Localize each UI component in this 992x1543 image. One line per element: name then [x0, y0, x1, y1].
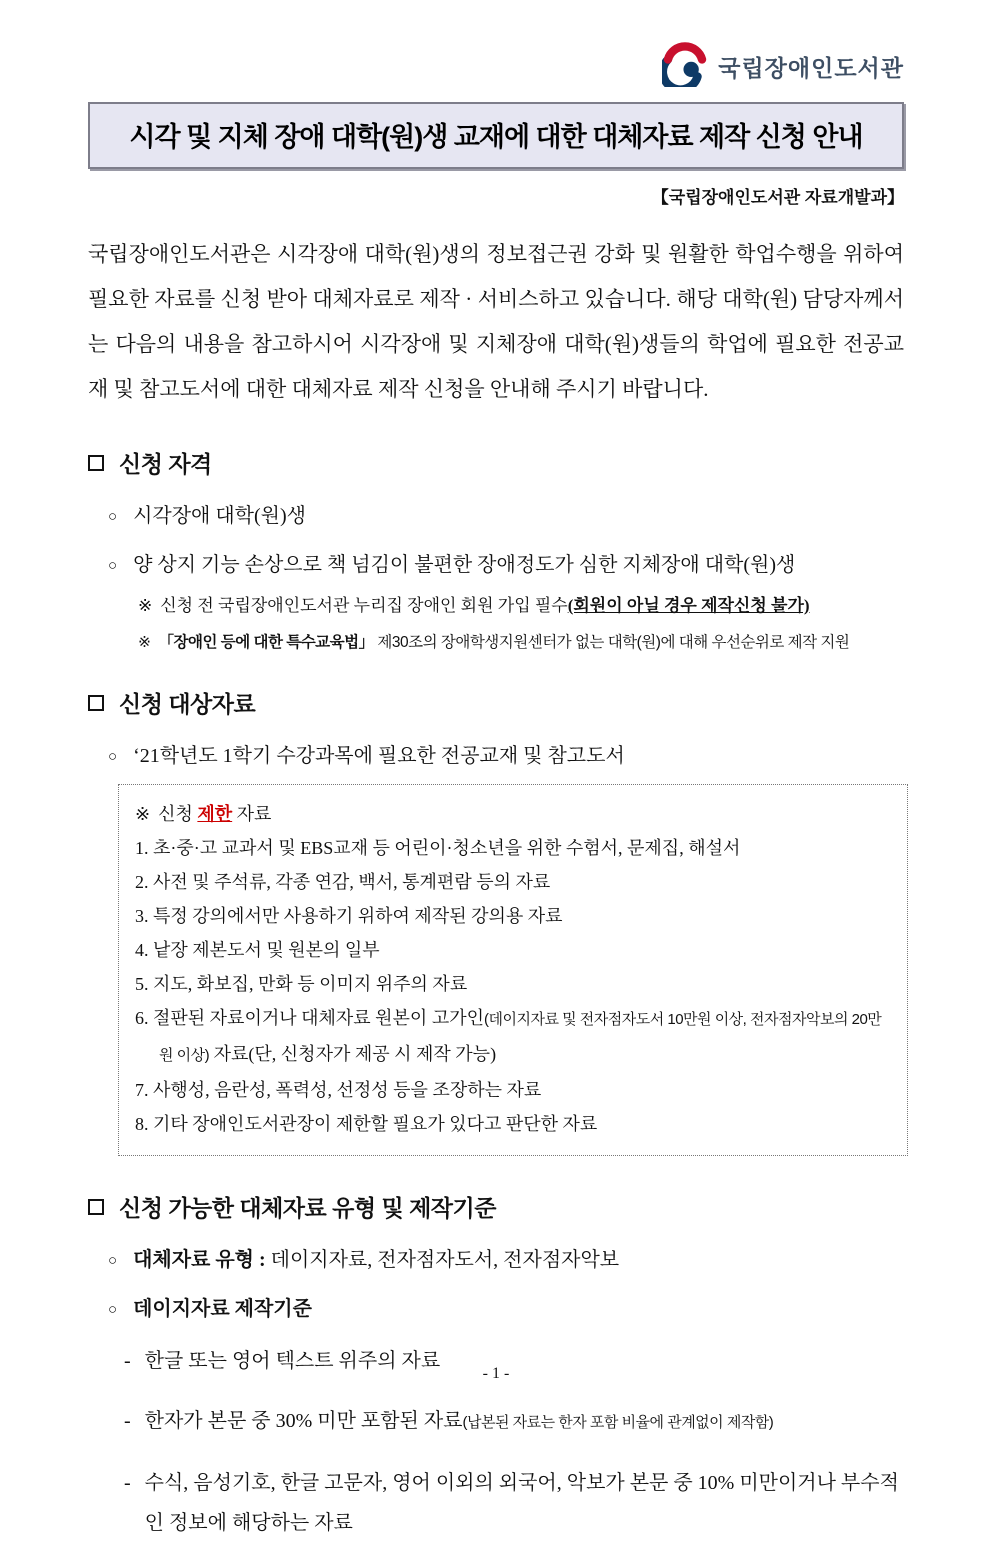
restriction-item	[135, 899, 891, 933]
law-title: 「장애인 등에 대한 특수교육법」	[158, 634, 374, 651]
restriction-item-text: 4. 낱장 제본도서 및 원본의 일부	[135, 940, 380, 960]
header-logo	[88, 40, 904, 92]
square-bullet-icon	[88, 1199, 104, 1215]
criterion-text: 수식, 음성기호, 한글 고문자, 영어 이외의 외국어, 악보가 본문 중 10% 미만이거나 부수적인 정보에 해당하는 자료	[144, 1472, 899, 1534]
reference-mark-icon: ※	[138, 634, 151, 651]
dash-bullet-icon: -	[124, 1410, 131, 1432]
section-title: 신청 대상자료	[119, 691, 256, 717]
reference-mark-icon: ※	[135, 804, 151, 824]
circle-bullet-icon: ○	[108, 1253, 118, 1269]
page-title: 시각 및 지체 장애 대학(원)생 교재에 대한 대체자료 제작 신청 안내	[129, 122, 863, 152]
restriction-item-text: 자료(단, 신청자가 제공 시 제작 가능)	[209, 1044, 497, 1064]
note-special-education-law	[138, 630, 904, 652]
criterion-text: 한자가 본문 중 30% 미만 포함된 자료	[144, 1410, 463, 1432]
government-emblem-icon	[662, 41, 708, 92]
restriction-item	[135, 1073, 891, 1107]
section-heading-qualification	[88, 446, 904, 479]
section-heading-types	[88, 1190, 904, 1223]
document-title-bar	[88, 102, 904, 169]
circle-bullet-icon: ○	[108, 509, 118, 525]
restriction-header-text: 자료	[232, 804, 272, 824]
restriction-item-text: 2. 사전 및 주석류, 각종 연감, 백서, 통계편람 등의 자료	[135, 872, 551, 892]
circle-bullet-icon: ○	[108, 1302, 118, 1318]
type-label: 대체자료 유형 :	[133, 1249, 266, 1271]
restriction-item	[135, 865, 891, 899]
circle-bullet-icon: ○	[108, 558, 118, 574]
restriction-item-text: 1. 초·중·고 교과서 및 EBS교재 등 어린이·청소년을 위한 수험서, 문제집, 해설서	[135, 838, 741, 858]
note-membership	[138, 591, 904, 616]
square-bullet-icon	[88, 455, 104, 471]
section-title: 신청 자격	[119, 451, 212, 477]
restriction-header-emphasis: 제한	[197, 804, 233, 824]
square-bullet-icon	[88, 695, 104, 711]
section-title: 신청 가능한 대체자료 유형 및 제작기준	[119, 1195, 496, 1221]
qualification-item-text: 시각장애 대학(원)생	[133, 505, 306, 527]
criterion-small-note: (납본된 자료는 한자 포함 비율에 관계없이 제작함)	[462, 1414, 774, 1431]
target-item	[108, 739, 904, 768]
restriction-item-text: 6. 절판된 자료이거나 대체자료 원본이 고가인	[135, 1008, 484, 1028]
daisy-criteria-item	[108, 1292, 904, 1321]
restriction-box-header	[135, 797, 891, 831]
type-value: 데이지자료, 전자점자도서, 전자점자악보	[265, 1249, 620, 1271]
issuing-department: 【국립장애인도서관 자료개발과】	[651, 188, 904, 207]
note-emphasis: (회원이 아닐 경우 제작신청 불가)	[567, 596, 810, 615]
criterion-text-wrap	[145, 1401, 774, 1443]
logo-wordmark: 국립장애인도서관	[718, 54, 904, 81]
restriction-item-text: 5. 지도, 화보집, 만화 등 이미지 위주의 자료	[135, 974, 468, 994]
restriction-item-text: 3. 특정 강의에서만 사용하기 위하여 제작된 강의용 자료	[135, 906, 563, 926]
restriction-header-text: 신청	[158, 804, 198, 824]
criterion-text: 한글 또는 영어 텍스트 위주의 자료	[144, 1350, 441, 1372]
section-heading-target	[88, 686, 904, 719]
type-list-item	[108, 1243, 904, 1272]
restriction-item	[135, 831, 891, 865]
restriction-item-text: 8. 기타 장애인도서관장이 제한할 필요가 있다고 판단한 자료	[135, 1114, 598, 1134]
restriction-item-text: 7. 사행성, 음란성, 폭력성, 선정성 등을 조장하는 자료	[135, 1080, 542, 1100]
qualification-item-text: 양 상지 기능 손상으로 책 넘김이 불편한 장애정도가 심한 지체장애 대학(원)생	[133, 554, 796, 576]
dash-bullet-icon: -	[124, 1472, 131, 1494]
restriction-item-small-note: (데이지자료 및 전자점자도서 10만원 이상, 전자점자악보의 20만원 이상)	[159, 1011, 882, 1064]
restriction-item	[135, 1001, 891, 1073]
restriction-item	[135, 1107, 891, 1141]
qualification-notes	[138, 591, 904, 652]
restriction-item	[135, 933, 891, 967]
qualification-item	[108, 499, 904, 528]
dash-bullet-icon: -	[124, 1350, 131, 1372]
restriction-box	[118, 784, 908, 1156]
daisy-label: 데이지자료 제작기준	[133, 1298, 312, 1320]
qualification-item	[108, 548, 904, 577]
page-number: - 1 -	[482, 1365, 510, 1382]
type-line	[133, 1243, 619, 1272]
circle-bullet-icon: ○	[108, 749, 118, 765]
reference-mark-icon: ※	[138, 596, 153, 615]
note-text: 신청 전 국립장애인도서관 누리집 장애인 회원 가입 필수	[160, 596, 568, 615]
criterion-text-wrap	[145, 1463, 904, 1543]
criterion-item	[124, 1401, 904, 1443]
note-text: 제30조의 장애학생지원센터가 없는 대학(원)에 대해 우선순위로 제작 지원	[373, 634, 850, 651]
target-item-text: ‘21학년도 1학기 수강과목에 필요한 전공교재 및 참고도서	[133, 745, 625, 767]
restriction-item	[135, 967, 891, 1001]
criterion-item	[124, 1463, 904, 1543]
intro-paragraph: 국립장애인도서관은 시각장애 대학(원)생의 정보접근권 강화 및 원활한 학업수행을 위하여 필요한 자료를 신청 받아 대체자료로 제작 · 서비스하고 있습니다. 해당 대학(원) 담당자께서는 다음의 내용을 참고하시어 시각장애 및 지체장애 대학(원)생들의 학업에 필요한 전공교재 및 참고도서에 대한 대체자료 제작 신청을 안내해 주시기 바랍니다.	[88, 242, 904, 401]
